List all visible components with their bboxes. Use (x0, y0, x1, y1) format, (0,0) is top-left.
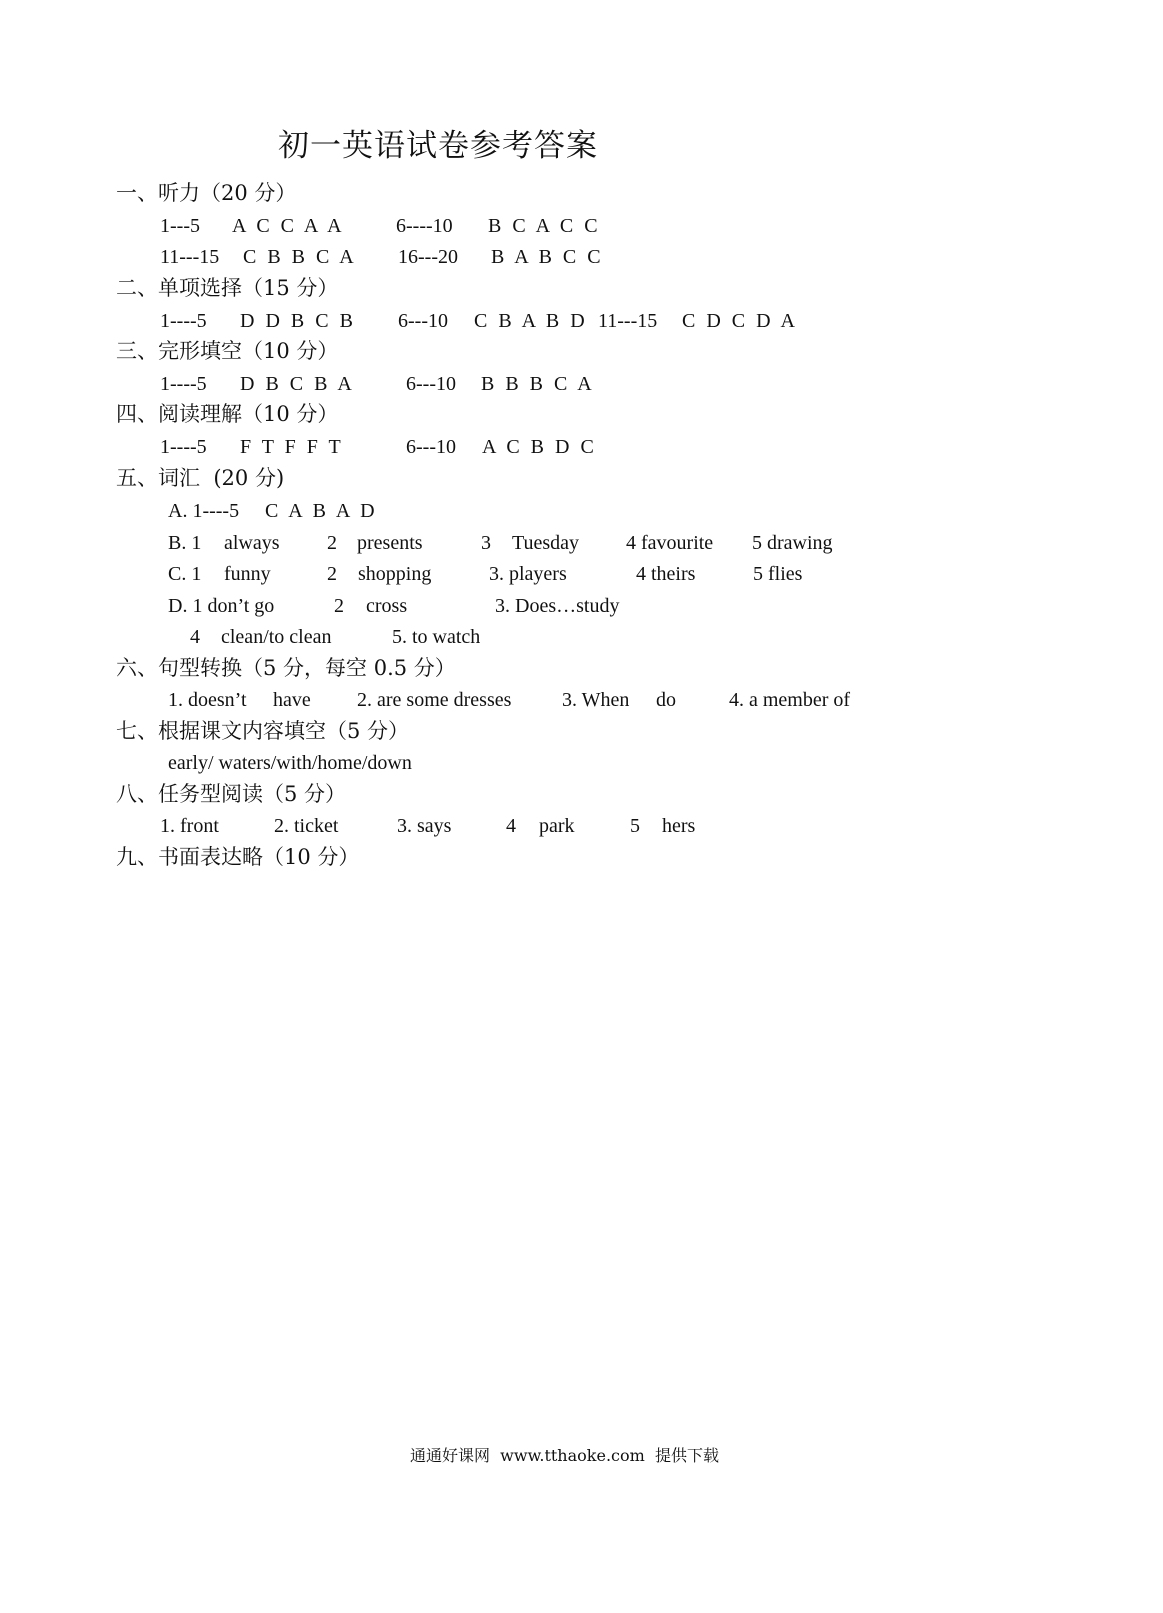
answer-range: 1----5 (160, 310, 207, 332)
section-heading-sentence-transform: 六、句型转换（5 分，每空 0.5 分） (116, 656, 456, 680)
section-heading-vocabulary: 五、词汇 (20 分) (116, 466, 285, 490)
answer-range: 6---10 (398, 310, 448, 332)
transform-answer: 4. a member of (729, 689, 851, 711)
task-answer: 2. ticket (274, 815, 339, 837)
vocab-b-label: B. 1 (168, 532, 202, 554)
vocab-d-num: 2 (334, 595, 344, 617)
answer-range: 6---10 (406, 373, 456, 395)
answer-letters: A C B D C (482, 436, 597, 458)
answer-letters: F T F F T (240, 436, 344, 458)
task-answer: 5 (630, 815, 640, 837)
answer-range: 1---5 (160, 215, 200, 237)
vocab-a-range: A. 1----5 (168, 500, 240, 522)
answer-letters: B A B C C (491, 246, 604, 268)
answer-letters: D B C B A (240, 373, 355, 395)
vocab-c-num: 2 (327, 563, 337, 585)
vocab-d-answer: 3. Does…study (495, 595, 620, 617)
answer-letters: B B B C A (481, 373, 595, 395)
vocab-b-answer: 4 favourite (626, 532, 714, 554)
section-heading-single-choice: 二、单项选择（15 分） (116, 276, 339, 300)
answer-range: 1----5 (160, 373, 207, 395)
vocab-d-answer: clean/to clean (221, 626, 332, 648)
answer-letters: C D C D A (682, 310, 798, 332)
answer-letters: C B A B D (474, 310, 588, 332)
vocab-c-answer: funny (224, 563, 271, 585)
answer-letters: A C C A A (232, 215, 345, 237)
transform-answer: 3. When (562, 689, 630, 711)
answer-range: 1----5 (160, 436, 207, 458)
answer-range: 11---15 (598, 310, 658, 332)
answer-letters: C B B C A (243, 246, 357, 268)
vocab-d-answer: cross (366, 595, 408, 617)
task-answer: 1. front (160, 815, 219, 837)
vocab-b-answer: presents (357, 532, 423, 554)
transform-answer: 2. are some dresses (357, 689, 512, 711)
vocab-d-answer: D. 1 don’t go (168, 595, 275, 617)
vocab-d-num: 4 (190, 626, 200, 648)
section-heading-text-fill: 七、根据课文内容填空（5 分） (116, 719, 410, 743)
vocab-b-answer: always (224, 532, 280, 554)
task-answer: hers (662, 815, 696, 837)
section-heading-cloze: 三、完形填空（10 分） (116, 339, 339, 363)
vocab-a-letters: C A B A D (265, 500, 378, 522)
transform-answer: 1. doesn’t (168, 689, 247, 711)
answer-letters: B C A C C (488, 215, 601, 237)
vocab-c-answer: shopping (358, 563, 432, 585)
page-title: 初一英语试卷参考答案 (278, 128, 598, 164)
vocab-c-answer: 4 theirs (636, 563, 696, 585)
answer-letters: D D B C B (240, 310, 356, 332)
transform-answer: have (273, 689, 311, 711)
vocab-b-answer: 5 drawing (752, 532, 833, 554)
transform-answer: do (656, 689, 676, 711)
answer-range: 6---10 (406, 436, 456, 458)
answer-range: 11---15 (160, 246, 220, 268)
task-answer: 3. says (397, 815, 452, 837)
vocab-b-answer: Tuesday (512, 532, 580, 554)
task-answer: 4 (506, 815, 516, 837)
vocab-c-label: C. 1 (168, 563, 202, 585)
vocab-c-answer: 3. players (489, 563, 567, 585)
vocab-b-num: 2 (327, 532, 337, 554)
section-heading-task-reading: 八、任务型阅读（5 分） (116, 782, 347, 806)
footer-text: 通通好课网 www.tthaoke.com 提供下载 (410, 1446, 719, 1465)
section-heading-writing: 九、书面表达略（10 分） (116, 845, 360, 869)
section-heading-listening: 一、听力（20 分） (116, 181, 297, 205)
vocab-b-num: 3 (481, 532, 491, 554)
vocab-d-answer: 5. to watch (392, 626, 481, 648)
vocab-c-answer: 5 flies (753, 563, 803, 585)
answer-range: 6----10 (396, 215, 453, 237)
task-answer: park (539, 815, 575, 837)
text-fill-answer: early/ waters/with/home/down (168, 752, 412, 774)
section-heading-reading: 四、阅读理解（10 分） (116, 402, 339, 426)
answer-range: 16---20 (398, 246, 458, 268)
